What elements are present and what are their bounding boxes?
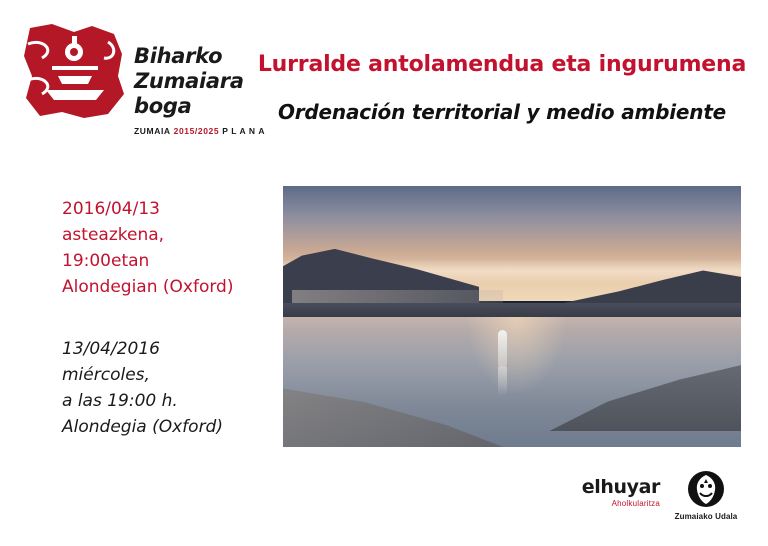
event-details-eu bbox=[62, 196, 272, 300]
event-weekday-es: miércoles, bbox=[62, 365, 150, 385]
elhuyar-logo bbox=[560, 476, 660, 508]
biharko-zumaiara-boga-logo-icon bbox=[22, 22, 127, 120]
footer-logos bbox=[560, 470, 740, 530]
zumaiako-udala-crest-icon bbox=[685, 470, 727, 510]
logo-sub-years: 2015/2025 bbox=[173, 126, 220, 136]
harbour-sunset-photo bbox=[283, 186, 741, 447]
event-details-es bbox=[62, 336, 272, 440]
event-weekday-eu: asteazkena, bbox=[62, 225, 165, 245]
logo-wordmark bbox=[134, 44, 264, 119]
logo-line-1: Biharko bbox=[134, 44, 223, 68]
event-time-eu: 19:00etan bbox=[62, 251, 150, 271]
photo-buoy bbox=[498, 330, 507, 366]
zumaiako-udala-name: Zumaiako Udala bbox=[674, 512, 738, 521]
logo-line-3: boga bbox=[134, 94, 192, 118]
photo-buoy-reflection bbox=[498, 366, 507, 396]
logo-sub-town: ZUMAIA bbox=[134, 126, 171, 136]
photo-sun-reflection bbox=[466, 317, 567, 395]
elhuyar-name: elhuyar bbox=[581, 476, 660, 498]
logo-line-2: Zumaiara bbox=[134, 69, 244, 93]
event-place-eu: Alondegian (Oxford) bbox=[62, 277, 234, 297]
logo-subtitle bbox=[134, 126, 265, 136]
event-time-es: a las 19:00 h. bbox=[62, 391, 178, 411]
logo-sub-word: P L A N A bbox=[222, 126, 266, 136]
event-place-es: Alondegia (Oxford) bbox=[62, 417, 223, 437]
event-date-es: 13/04/2016 bbox=[62, 339, 160, 359]
elhuyar-tagline: Aholkularitza bbox=[611, 499, 660, 508]
page-title-eu: Lurralde antolamendua eta ingurumena bbox=[257, 52, 747, 77]
brand-logo-block bbox=[22, 22, 266, 142]
page-title-es: Ordenación territorial y medio ambiente bbox=[277, 100, 727, 124]
zumaiako-udala-logo bbox=[672, 470, 740, 521]
event-date-eu: 2016/04/13 bbox=[62, 199, 160, 219]
